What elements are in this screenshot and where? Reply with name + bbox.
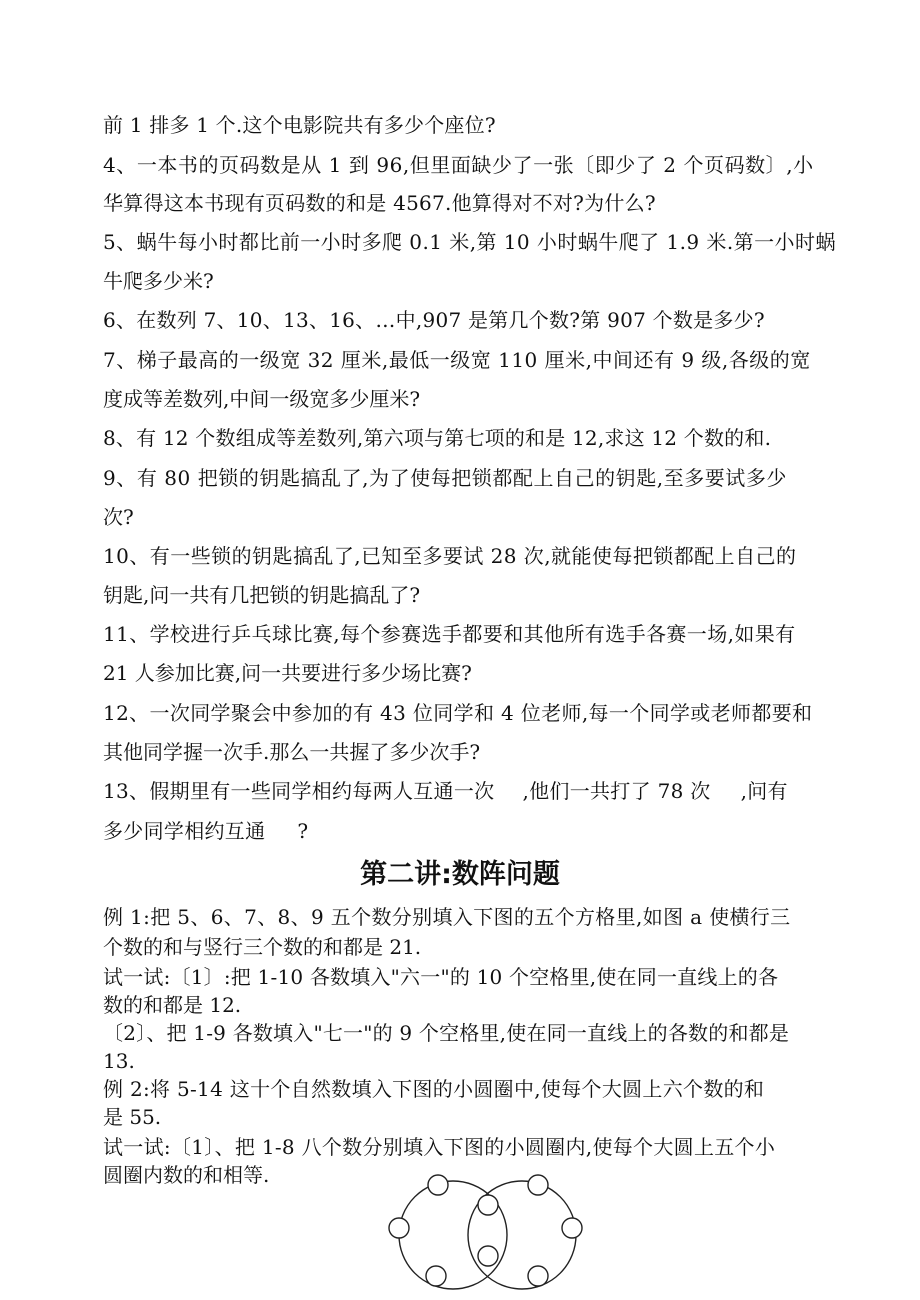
section-title: 第二讲:数阵问题 (360, 859, 560, 890)
small-circle (478, 1195, 498, 1215)
small-circle (528, 1266, 548, 1286)
problem-12-line-1: 12、一次同学聚会中参加的有 43 位同学和 4 位老师,每一个同学或老师都要和 (103, 701, 813, 725)
try-2-line-2: 13. (103, 1049, 135, 1073)
problem-5-line-1: 5、蜗牛每小时都比前一小时多爬 0.1 米,第 10 小时蜗牛爬了 1.9 米.第一小时蜗 (103, 230, 836, 254)
small-circle (428, 1175, 448, 1195)
problem-8: 8、有 12 个数组成等差数列,第六项与第七项的和是 12,求这 12 个数的和. (103, 426, 772, 450)
try-1-line-1: 试一试:〔1〕:把 1-10 各数填入"六一"的 10 个空格里,使在同一直线上的各 (103, 965, 779, 989)
overlapping-circles-diagram (380, 1168, 600, 1298)
problem-9-line-1: 9、有 80 把锁的钥匙搞乱了,为了使每把锁都配上自己的钥匙,至多要试多少 (103, 466, 787, 490)
problem-13-part-d: 多少同学相约互通 (103, 819, 266, 843)
problem-11-line-2: 21 人参加比赛,问一共要进行多少场比赛? (103, 661, 472, 685)
try-1-line-2: 数的和都是 12. (103, 993, 242, 1017)
small-circle (528, 1175, 548, 1195)
example-2-line-2: 是 55. (103, 1105, 162, 1129)
try-3-line-2: 圆圈内数的和相等. (103, 1163, 270, 1187)
small-circle (562, 1218, 582, 1238)
try-3-line-1: 试一试:〔1〕、把 1-8 八个数分别填入下图的小圆圈内,使每个大圆上五个小 (103, 1135, 776, 1159)
problem-13-part-e: ? (297, 819, 309, 843)
problem-13-part-c: ,问有 (740, 779, 788, 803)
problem-10-line-2: 钥匙,问一共有几把锁的钥匙搞乱了? (103, 583, 421, 607)
problem-3-tail: 前 1 排多 1 个.这个电影院共有多少个座位? (103, 113, 496, 137)
problem-13-part-a: 13、假期里有一些同学相约每两人互通一次 (103, 779, 495, 803)
problem-11-line-1: 11、学校进行乒乓球比赛,每个参赛选手都要和其他所有选手各赛一场,如果有 (103, 622, 796, 646)
problem-7-line-2: 度成等差数列,中间一级宽多少厘米? (103, 387, 421, 411)
problem-7-line-1: 7、梯子最高的一级宽 32 厘米,最低一级宽 110 厘米,中间还有 9 级,各级的宽 (103, 348, 811, 372)
example-2-line-1: 例 2:将 5-14 这十个自然数填入下图的小圆圈中,使每个大圆上六个数的和 (103, 1077, 765, 1101)
example-1-line-1: 例 1:把 5、6、7、8、9 五个数分别填入下图的五个方格里,如图 a 使横行三 (103, 905, 791, 929)
problem-13-part-b: ,他们一共打了 78 次 (522, 779, 711, 803)
problem-5-line-2: 牛爬多少米? (103, 269, 214, 293)
problem-13-line-2 (103, 818, 308, 844)
problem-13-line-1 (103, 778, 788, 804)
problem-10-line-1: 10、有一些锁的钥匙搞乱了,已知至多要试 28 次,就能使每把锁都配上自己的 (103, 544, 797, 568)
problem-4-line-2: 华算得这本书现有页码数的和是 4567.他算得对不对?为什么? (103, 191, 656, 215)
problem-4-line-1: 4、一本书的页码数是从 1 到 96,但里面缺少了一张〔即少了 2 个页码数〕,小 (103, 153, 814, 177)
problem-12-line-2: 其他同学握一次手.那么一共握了多少次手? (103, 740, 481, 764)
problem-6: 6、在数列 7、10、13、16、…中,907 是第几个数?第 907 个数是多少? (103, 308, 765, 332)
try-2-line-1: 〔2〕、把 1-9 各数填入"七一"的 9 个空格里,使在同一直线上的各数的和都是 (103, 1021, 790, 1045)
small-circle (426, 1266, 446, 1286)
problem-9-line-2: 次? (103, 505, 134, 529)
small-circle (389, 1218, 409, 1238)
example-1-line-2: 个数的和与竖行三个数的和都是 21. (103, 935, 422, 959)
small-circle (478, 1246, 498, 1266)
